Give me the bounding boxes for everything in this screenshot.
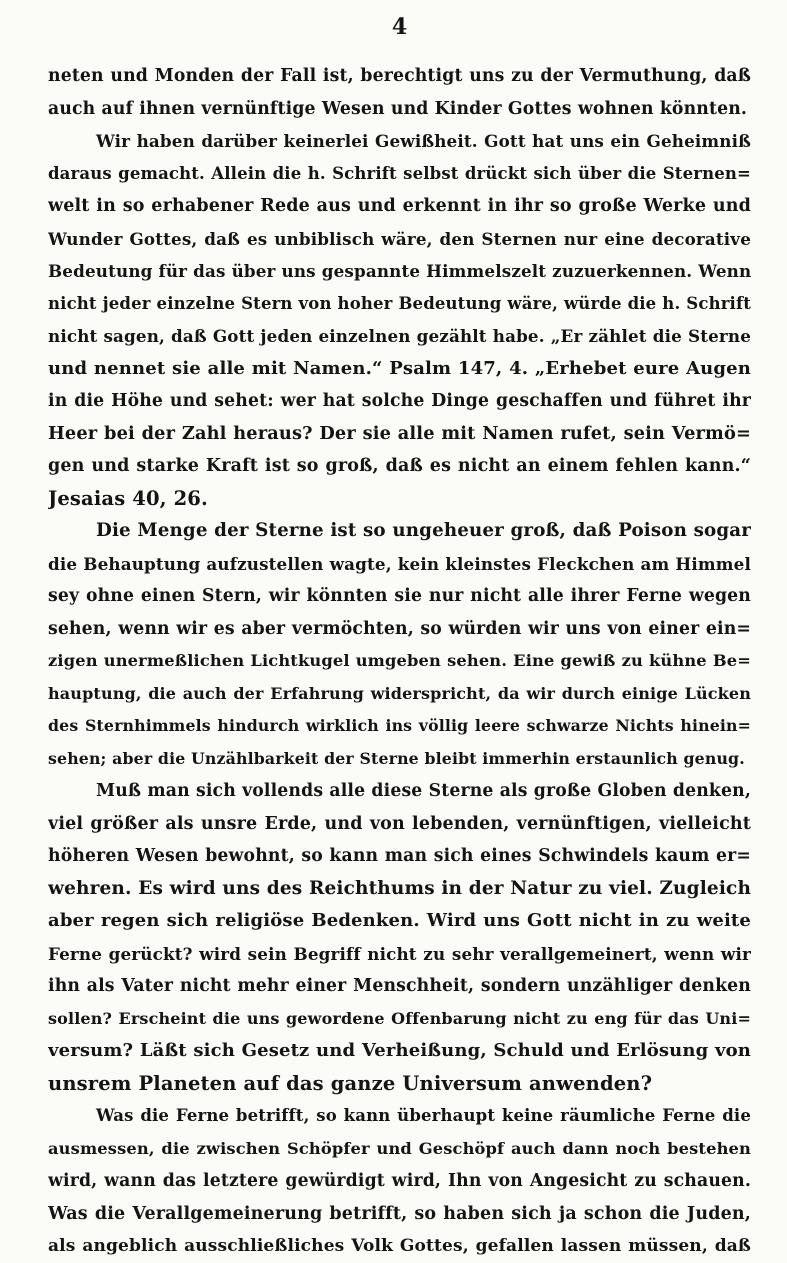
- text-line: nicht jeder einzelne Stern von hoher Bedeutung wäre, würde die h. Schrift: [48, 293, 751, 313]
- page-number: 4: [391, 14, 408, 40]
- text-line: auch auf ihnen vernünftige Wesen und Kinder Gottes wohnen könnten.: [48, 98, 748, 119]
- text-line: Jesaias 40, 26.: [48, 486, 208, 510]
- text-line: höheren Wesen bewohnt, so kann man sich eines Schwindels kaum er=: [48, 846, 751, 866]
- text-line: wird, wann das letztere gewürdigt wird, Ihn von Angesicht zu schauen.: [48, 1171, 751, 1191]
- text-line: Was die Verallgemeinerung betrifft, so haben sich ja schon die Juden,: [48, 1203, 751, 1224]
- text-line: in die Höhe und sehet: wer hat solche Dinge geschaffen und führet ihr: [48, 391, 751, 411]
- text-line: gen und starke Kraft ist so groß, daß es nicht an einem fehlen kann.“: [48, 456, 751, 476]
- text-line: Die Menge der Sterne ist so ungeheuer groß, daß Poison sogar: [96, 520, 751, 541]
- text-line: Ferne gerückt? wird sein Begriff nicht zu sehr verallgemeinert, wenn wir: [48, 943, 751, 964]
- text-line: Muß man sich vollends alle diese Sterne als große Globen denken,: [96, 781, 751, 801]
- text-line: Bedeutung für das über uns gespannte Himmelszelt zuzuerkennen. Wenn: [48, 261, 751, 281]
- text-line: versum? Läßt sich Gesetz und Verheißung, Schuld und Erlösung von: [48, 1040, 751, 1061]
- text-line: hauptung, die auch der Erfahrung widerspricht, da wir durch einige Lücken: [48, 683, 751, 703]
- text-line: unsrem Planeten auf das ganze Universum anwenden?: [48, 1071, 653, 1095]
- text-line: sehen; aber die Unzählbarkeit der Sterne bleibt immerhin erstaunlich genug.: [48, 748, 745, 768]
- text-line: sehen, wenn wir es aber vermöchten, so würden wir uns von einer ein=: [48, 618, 751, 639]
- text-line: und nennet sie alle mit Namen.“ Psalm 147, 4. „Erhebet eure Augen: [48, 357, 751, 379]
- text-line: ihn als Vater nicht mehr einer Menschheit, sondern unzähliger denken: [48, 976, 751, 996]
- text-line: sey ohne einen Stern, wir könnten sie nur nicht alle ihrer Ferne wegen: [48, 586, 751, 606]
- text-line: Was die Ferne betrifft, so kann überhaupt keine räumliche Ferne die: [96, 1106, 751, 1125]
- text-line: neten und Monden der Fall ist, berechtigt uns zu der Vermuthung, daß: [48, 66, 751, 86]
- text-line: ausmessen, die zwischen Schöpfer und Geschöpf auch dann noch bestehen: [48, 1138, 751, 1158]
- text-line: aber regen sich religiöse Bedenken. Wird uns Gott nicht in zu weite: [48, 910, 751, 931]
- text-line: als angeblich ausschließliches Volk Gottes, gefallen lassen müssen, daß: [48, 1236, 751, 1256]
- text-line: sollen? Erscheint die uns gewordene Offenbarung nicht zu eng für das Uni=: [48, 1008, 751, 1028]
- text-line: des Sternhimmels hindurch wirklich ins völlig leere schwarze Nichts hinein=: [48, 716, 751, 735]
- text-line: Wir haben darüber keinerlei Gewißheit. Gott hat uns ein Geheimniß: [96, 131, 751, 151]
- text-line: die Behauptung aufzustellen wagte, kein kleinstes Fleckchen am Himmel: [48, 553, 751, 574]
- text-line: Wunder Gottes, daß es unbiblisch wäre, den Sternen nur eine decorative: [48, 228, 751, 249]
- text-line: Heer bei der Zahl heraus? Der sie alle mit Namen rufet, sein Vermö=: [48, 422, 751, 444]
- text-line: welt in so erhabener Rede aus und erkennt in ihr so große Werke und: [48, 196, 751, 216]
- body-text: [48, 60, 751, 1263]
- text-line: nicht sagen, daß Gott jeden einzelnen gezählt habe. „Er zählet die Sterne: [48, 326, 751, 346]
- text-line: wehren. Es wird uns des Reichthums in der Natur zu viel. Zugleich: [48, 877, 751, 899]
- text-line: zigen unermeßlichen Lichtkugel umgeben sehen. Eine gewiß zu kühne Be=: [48, 651, 751, 670]
- text-line: daraus gemacht. Allein die h. Schrift selbst drückt sich über die Sternen=: [48, 163, 751, 183]
- text-line: viel größer als unsre Erde, und von lebenden, vernünftigen, vielleicht: [48, 813, 751, 834]
